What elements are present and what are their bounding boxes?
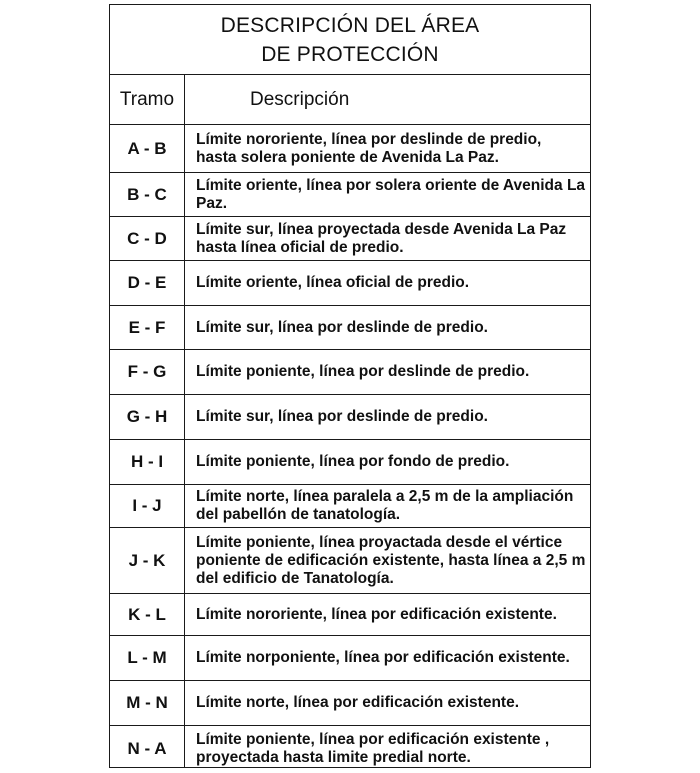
descripcion-cell: Límite sur, línea por deslinde de predio. <box>196 408 488 425</box>
tramo-cell: L - M <box>127 648 167 667</box>
table-row <box>110 173 590 217</box>
tramo-cell: H - I <box>130 452 164 471</box>
descripcion-cell: Límite poniente, línea por edificación existente , proyectada hasta limite predial norte. <box>196 730 550 766</box>
header-descripcion: Descripción <box>250 89 350 110</box>
table-row <box>110 440 590 485</box>
table-row <box>110 125 590 173</box>
table-row <box>110 636 590 681</box>
descripcion-cell: Límite poniente, línea por fondo de predio. <box>196 453 510 470</box>
tramo-cell: N - A <box>127 738 167 758</box>
title-line-2: DE PROTECCIÓN <box>261 43 439 66</box>
tramo-cell: F - G <box>127 362 167 381</box>
table-row <box>110 261 590 306</box>
tramo-cell: J - K <box>128 550 166 570</box>
tramo-cell: K - L <box>128 604 166 624</box>
tramo-cell: G - H <box>126 407 168 426</box>
table-row <box>110 395 590 440</box>
descripcion-cell: Límite nororiente, línea por deslinde de predio, hasta solera poniente de Avenida La Paz. <box>196 130 542 166</box>
table-row <box>110 217 590 261</box>
protection-area-table <box>109 4 591 768</box>
table-row <box>110 485 590 528</box>
descripcion-cell: Límite poniente, línea por deslinde de predio. <box>196 363 530 380</box>
tramo-cell: A - B <box>127 138 167 158</box>
table-row <box>110 726 590 771</box>
tramo-cell: D - E <box>127 273 167 292</box>
table-title <box>110 5 590 75</box>
descripcion-cell: Límite norte, línea paralela a 2,5 m de la ampliación del pabellón de tanatología. <box>196 488 574 523</box>
table-header-row <box>110 75 590 125</box>
table-row <box>110 594 590 636</box>
descripcion-cell: Límite poniente, línea proyactada desde el vértice poniente de edificación existente, hasta línea a 2,5 m del edificio de Tanatología. <box>196 533 586 587</box>
table-row <box>110 306 590 350</box>
table-body <box>110 125 590 771</box>
descripcion-cell: Límite sur, línea por deslinde de predio. <box>196 318 488 336</box>
tramo-cell: I - J <box>132 496 162 515</box>
title-line-1: DESCRIPCIÓN DEL ÁREA <box>220 14 480 37</box>
tramo-cell: E - F <box>128 317 166 337</box>
tramo-cell: C - D <box>127 228 167 248</box>
descripcion-cell: Límite oriente, línea oficial de predio. <box>196 274 470 291</box>
tramo-cell: M - N <box>126 693 168 712</box>
table-row <box>110 528 590 594</box>
descripcion-cell: Límite norponiente, línea por edificación existente. <box>196 649 570 666</box>
header-tramo: Tramo <box>119 89 175 110</box>
tramo-cell: B - C <box>127 184 167 204</box>
table-row <box>110 350 590 395</box>
table-row <box>110 681 590 726</box>
descripcion-cell: Límite norte, línea por edificación existente. <box>196 694 519 711</box>
descripcion-cell: Límite nororiente, línea por edificación existente. <box>196 605 557 623</box>
descripcion-cell: Límite sur, línea proyectada desde Avenida La Paz hasta línea oficial de predio. <box>196 220 567 256</box>
descripcion-cell: Límite oriente, línea por solera oriente de Avenida La Paz. <box>196 176 586 212</box>
